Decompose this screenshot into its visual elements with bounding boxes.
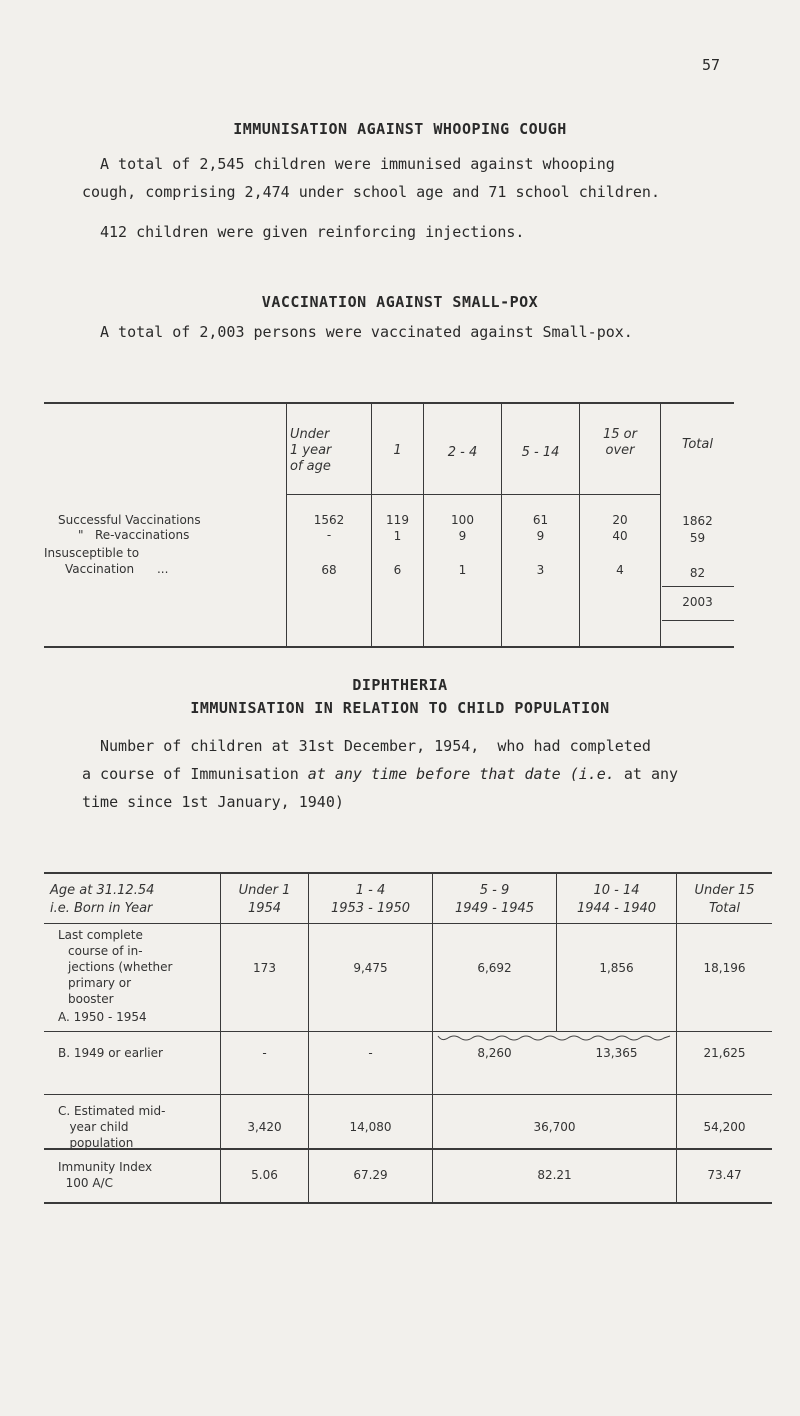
row-a-label-2: course of in- — [68, 944, 143, 958]
row-label-successful: Successful Vaccinations — [58, 513, 201, 527]
col-header-1-4-line1: 1 - 4 — [355, 883, 386, 898]
table-bottom-rule — [44, 1202, 772, 1204]
row-a-sub: A. 1950 - 1954 — [58, 1010, 147, 1024]
cell: 100 — [451, 513, 474, 527]
row-c-label-2: year child — [58, 1120, 129, 1134]
cell: 6 — [393, 563, 402, 577]
row-c-label-1: C. Estimated mid- — [58, 1104, 166, 1118]
col-header-age-line2: i.e. Born in Year — [50, 901, 153, 916]
page-number: 57 — [702, 56, 721, 74]
col-header-10-14-line1: 10 - 14 — [593, 883, 640, 898]
cell: 67.29 — [353, 1168, 388, 1182]
whooping-heading: IMMUNISATION AGAINST WHOOPING COUGH — [233, 120, 567, 138]
whooping-line1: A total of 2,545 children were immunised against whooping — [100, 155, 615, 173]
cell: 73.47 — [707, 1168, 742, 1182]
cell: 59 — [689, 531, 706, 545]
smallpox-heading: VACCINATION AGAINST SMALL-POX — [261, 293, 539, 311]
col-header-age-line1: Age at 31.12.54 — [50, 883, 155, 898]
col-header-under1-line1: Under 1 — [238, 883, 291, 898]
grand-total: 2003 — [682, 595, 713, 609]
cell: 8,260 — [477, 1046, 512, 1060]
cell: - — [326, 528, 332, 542]
table-bottom-rule — [44, 1148, 772, 1150]
header-15over-line1: 15 or — [603, 427, 637, 442]
header-age2-4: 2 - 4 — [447, 445, 478, 460]
cell: 119 — [386, 513, 409, 527]
col-header-1-4-line2: 1953 - 1950 — [330, 901, 411, 916]
cell: 54,200 — [703, 1120, 746, 1134]
row-label-vaccination: Vaccination ... — [65, 562, 169, 576]
row-a-label-1: Last complete — [58, 928, 143, 942]
cell: 21,625 — [703, 1046, 746, 1060]
cell: 13,365 — [595, 1046, 638, 1060]
header-under1-line1: Under — [290, 427, 330, 442]
header-rule — [44, 923, 772, 924]
whooping-line2: cough, comprising 2,474 under school age and 71 school children. — [82, 183, 660, 201]
header-total: Total — [682, 437, 713, 452]
header-15over-line2: over — [605, 443, 635, 458]
table-top-rule — [44, 402, 734, 404]
smallpox-line1: A total of 2,003 persons were vaccinated against Small-pox. — [100, 323, 633, 341]
merge-brace — [436, 1034, 672, 1044]
row-a-label-3: jections (whether — [68, 960, 173, 974]
total-rule — [662, 620, 734, 621]
cell: 14,080 — [349, 1120, 392, 1134]
cell: 1862 — [682, 514, 713, 528]
cell: 18,196 — [703, 961, 746, 975]
col-header-under1-line2: 1954 — [247, 901, 282, 916]
row-a-label-5: booster — [68, 992, 114, 1006]
col-header-5-9-line1: 5 - 9 — [479, 883, 510, 898]
header-rule — [286, 494, 660, 495]
row-label-revaccinations: " Re-vaccinations — [78, 528, 190, 542]
cell: 68 — [321, 563, 337, 577]
header-age1: 1 — [393, 443, 402, 458]
table-bottom-rule — [44, 646, 734, 648]
cell: 36,700 — [533, 1120, 576, 1134]
cell: 9 — [458, 529, 467, 543]
cell: 1 — [393, 529, 402, 543]
header-under1-line3: of age — [290, 459, 331, 474]
cell: 1 — [458, 563, 467, 577]
cell: 4 — [616, 563, 624, 577]
diphtheria-line3: time since 1st January, 1940) — [82, 793, 344, 811]
cell: 3,420 — [247, 1120, 282, 1134]
line2-part-a: a course of Immunisation — [82, 765, 299, 783]
cell: 9,475 — [353, 961, 388, 975]
row-d-label-2: 100 A/C — [58, 1176, 113, 1190]
cell: 61 — [532, 513, 549, 527]
line2-part-d: at any — [623, 765, 679, 783]
row-rule — [44, 1094, 772, 1095]
line2-part-c-italic: (i.e. — [569, 765, 615, 783]
cell: 40 — [612, 529, 628, 543]
cell: 5.06 — [251, 1168, 278, 1182]
row-rule — [44, 1031, 772, 1032]
whooping-line3: 412 children were given reinforcing injections. — [100, 223, 525, 241]
cell: 9 — [536, 529, 545, 543]
col-header-total-line2: Total — [709, 901, 740, 916]
cell: 82.21 — [537, 1168, 572, 1182]
col-header-5-9-line2: 1949 - 1945 — [454, 901, 535, 916]
cell: 1562 — [313, 513, 345, 527]
row-c-label-3: population — [58, 1136, 134, 1150]
diphtheria-subheading: IMMUNISATION IN RELATION TO CHILD POPULATION — [190, 699, 610, 717]
cell: - — [368, 1046, 373, 1060]
cell: - — [262, 1046, 267, 1060]
cell: 82 — [689, 566, 706, 580]
table-top-rule — [44, 872, 772, 874]
row-d-label-1: Immunity Index — [58, 1160, 153, 1174]
header-under1-line2: 1 year — [290, 443, 332, 458]
cell: 6,692 — [477, 961, 512, 975]
header-age5-14: 5 - 14 — [521, 445, 560, 460]
row-label-insusceptible: Insusceptible to — [44, 546, 140, 560]
diphtheria-heading: DIPHTHERIA — [352, 676, 448, 694]
cell: 3 — [536, 563, 545, 577]
line2-part-b-italic: at any time before that date — [307, 765, 561, 783]
cell: 1,856 — [599, 961, 634, 975]
col-header-10-14-line2: 1944 - 1940 — [576, 901, 657, 916]
diphtheria-line1: Number of children at 31st December, 1954, who had completed — [100, 737, 651, 755]
col-header-total-line1: Under 15 — [694, 883, 755, 898]
cell: 173 — [253, 961, 276, 975]
diphtheria-line2 — [82, 760, 678, 788]
cell: 20 — [612, 513, 628, 527]
total-rule — [662, 586, 734, 587]
row-b-label: B. 1949 or earlier — [58, 1046, 163, 1060]
row-a-label-4: primary or — [68, 976, 132, 990]
